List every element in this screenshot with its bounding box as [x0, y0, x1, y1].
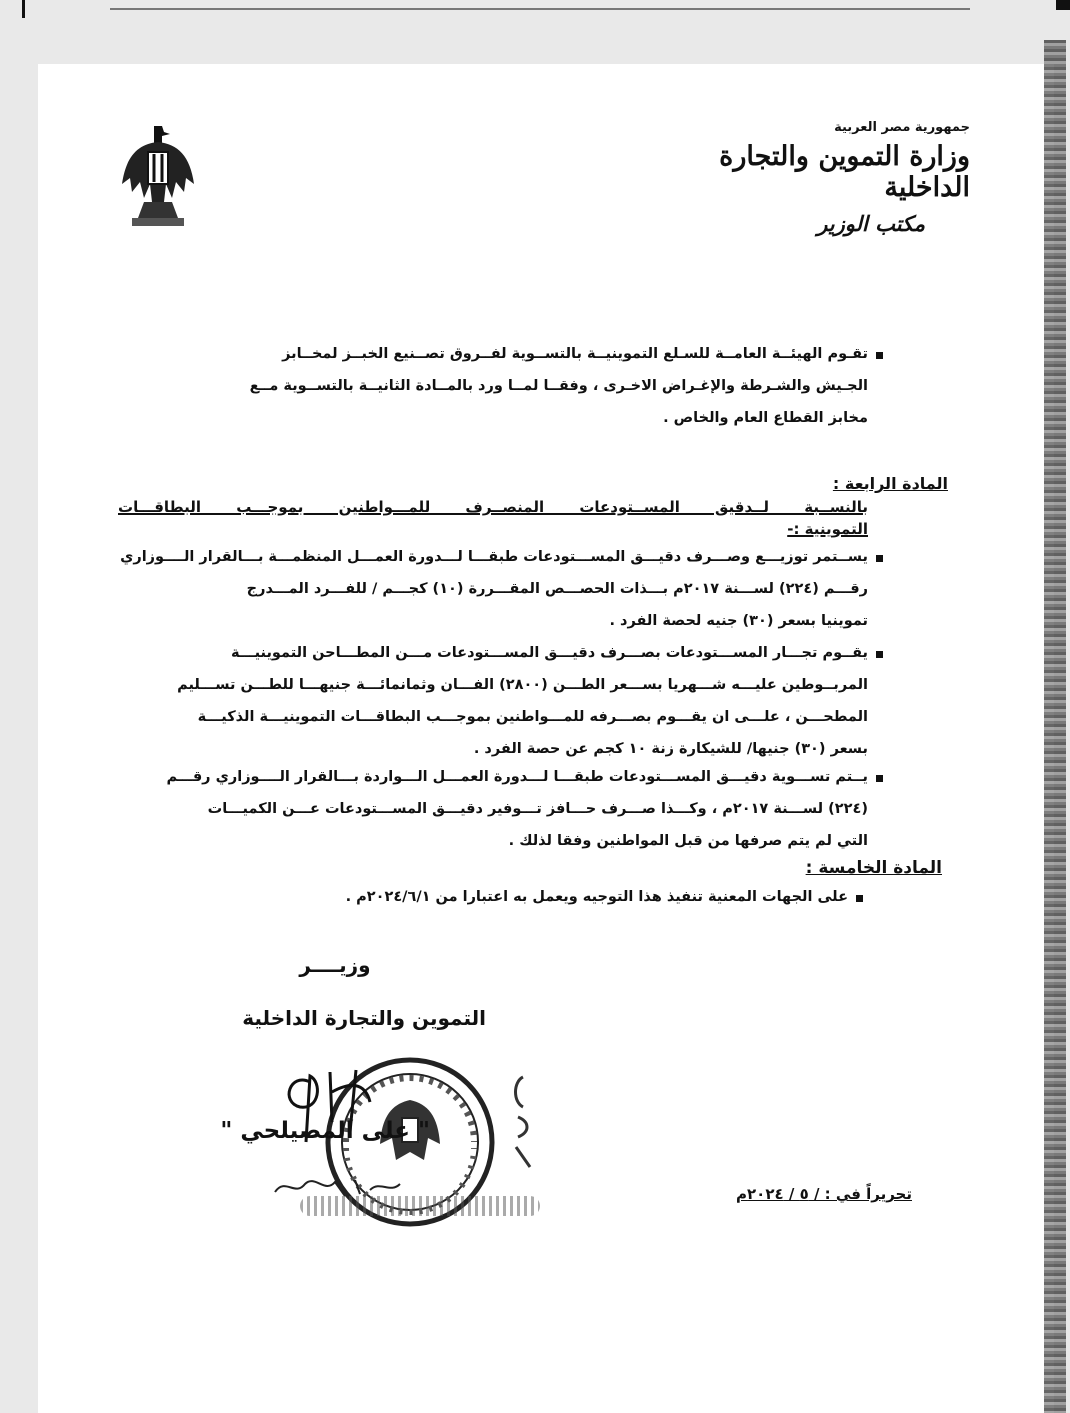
bullet-marker — [876, 651, 883, 658]
text-line: الجـيش والشـرطة والإغـراض الاخـرى ، وفقــا لمــا ورد بالمــادة الثانيــة بالتســوية مــع — [249, 378, 868, 394]
scan-line — [110, 8, 970, 10]
article-4-bullet-1 — [118, 541, 868, 637]
text-line: رقـــم (٢٢٤) لســـنة ٢٠١٧م بـــذات الحصـــص المقـــررة (١٠) كجـــم / للفـــرد المـــدرج — [246, 581, 868, 597]
text-line: مخابز القطاع العام والخاص . — [663, 410, 868, 426]
bullet-marker — [876, 775, 883, 782]
seal-shadow — [300, 1196, 540, 1216]
text-line: بسعر (٣٠) جنيها/ للشيكارة زنة ١٠ كجم عن حصة الفرد . — [473, 741, 868, 757]
article-4-bullet-3 — [118, 761, 868, 857]
article-5-bullet-1: على الجهات المعنية تنفيذ هذا التوجيه ويعمل به اعتبارا من ٢٠٢٤/٦/١م . — [345, 889, 848, 905]
article-4-subheading: بالنســبة لــدقيق المســتودعات المنصــرف للمـــواطنين بموجـــب البطاقـــات — [118, 498, 868, 516]
article-4-subheading-cont: التموينية :- — [787, 520, 868, 538]
text-line: المطحـــن ، علـــى ان يقـــوم بصـــرفه للمـــواطنين بموجـــب البطاقـــات التموينيـــة الذكيـــة — [197, 709, 868, 725]
bullet-marker — [876, 555, 883, 562]
text-line: التي لم يتم صرفها من قبل المواطنين وفقا لذلك . — [508, 833, 868, 849]
text-line: المربــوطين عليـــه شـــهريا بســـعر الطـــن (٢٨٠٠) الفـــان وثمانمائـــة جنيهـــا للطـــن تســـليم — [177, 677, 868, 693]
text-line: تموينيا بسعر (٣٠) جنيه لحصة الفرد . — [609, 613, 868, 629]
article-5-heading: المادة الخامسة : — [805, 858, 942, 878]
country-name: جمهورية مصر العربية — [834, 120, 970, 135]
article-4-heading: المادة الرابعة : — [832, 474, 948, 493]
intro-paragraph — [118, 338, 868, 434]
bullet-marker — [856, 895, 863, 902]
scan-mark — [1056, 0, 1070, 10]
article-4-bullet-2 — [118, 637, 868, 765]
bullet-marker — [876, 352, 883, 359]
signature-title-ministry: التموين والتجارة الداخلية — [242, 1006, 486, 1030]
scan-edge — [1044, 40, 1066, 1413]
signature-title-minister: وزيــــر — [299, 953, 371, 977]
text-line: يقــوم تجـــار المســـتودعات بصـــرف دقيـــق المســـتودعات مـــن المطـــاحن التموينيـــة — [230, 645, 868, 661]
text-line: تقـوم الهيئــة العامــة للسـلع التموينيــة بالتســوية لفــروق تصــنيع الخبــز لمخــابز — [282, 346, 868, 362]
eagle-emblem-icon — [118, 122, 198, 232]
text-line: يــتم تســـوية دقيـــق المســـتودعات طبقـــا لـــدورة العمـــل الـــواردة بـــالقرار الــــوزاري رقـــم — [166, 769, 868, 785]
scan-mark — [22, 0, 25, 18]
ministry-name: وزارة التموين والتجارة الداخلية — [719, 141, 970, 203]
text-line: يســتمر توزيـــع وصـــرف دقيـــق المســـتودعات طبقـــا لـــدورة العمـــل المنظمـــة بـــالقرار الــــوزاري — [120, 549, 868, 565]
date-line: تحريراً في : / ٥ / ٢٠٢٤م — [736, 1185, 912, 1203]
text-line: (٢٢٤) لســـنة ٢٠١٧م ، وكـــذا صـــرف حـــافز تـــوفير دقيـــق المســـتودعات عـــن الكميـــات — [207, 801, 868, 817]
stamp-number-icon — [508, 1072, 538, 1172]
office-name: مكتب الوزير — [817, 211, 925, 236]
minister-name: " على المصيلحي " — [220, 1118, 430, 1144]
letterhead — [690, 120, 970, 236]
